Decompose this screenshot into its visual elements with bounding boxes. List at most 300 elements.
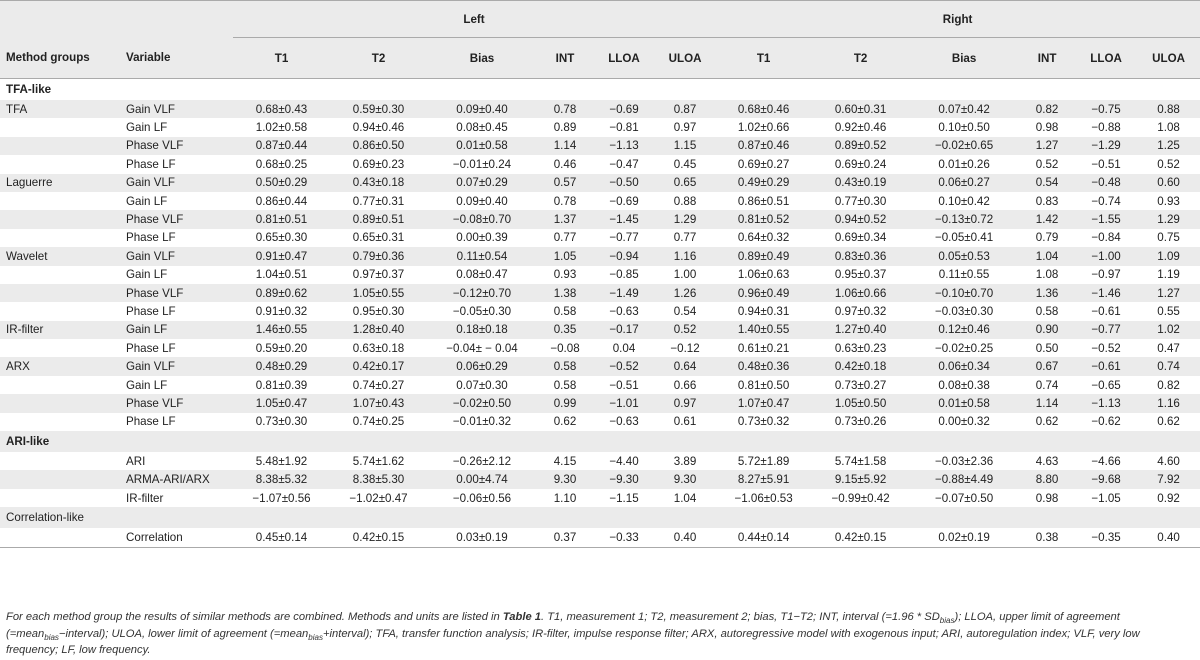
left-value-cell: 0.97±0.37 xyxy=(352,268,405,282)
table-row xyxy=(0,229,1200,247)
method-name xyxy=(0,376,118,394)
right-value-cell: 0.01±0.58 xyxy=(909,394,1019,412)
method-name xyxy=(0,266,118,284)
variable-name: Gain VLF xyxy=(118,174,233,192)
variable-name: Correlation xyxy=(118,528,233,547)
left-value-cell: −0.81 xyxy=(609,121,639,135)
right-value-cell: −1.06±0.53 xyxy=(734,491,793,505)
left-value-cell: −0.06±0.56 xyxy=(452,491,512,505)
right-value-cell: −0.51 xyxy=(1091,157,1121,171)
variable-name: Gain VLF xyxy=(118,100,233,118)
right-value-cell: 1.09 xyxy=(1137,247,1200,265)
table-row xyxy=(0,339,1200,357)
left-value-cell: 0.37 xyxy=(537,528,593,547)
left-value-cell: 0.79±0.36 xyxy=(330,247,427,265)
table-row xyxy=(0,413,1200,431)
left-value-cell: 0.99 xyxy=(537,394,593,412)
left-value-cell: 1.00 xyxy=(673,268,697,282)
left-value-cell: −1.02±0.47 xyxy=(349,491,408,505)
left-value-cell: 0.66 xyxy=(673,378,697,392)
right-value-cell: 0.81±0.50 xyxy=(737,378,790,392)
left-value-cell: −0.85 xyxy=(609,268,639,282)
method-name xyxy=(0,192,118,210)
right-value-cell: 0.68±0.46 xyxy=(715,100,812,118)
right-value-cell: 0.79 xyxy=(1035,231,1059,245)
right-value-cell: 0.06±0.27 xyxy=(909,174,1019,192)
left-value-cell: 5.48±1.92 xyxy=(255,454,308,468)
variable-name: Gain LF xyxy=(126,268,168,282)
left-value-cell: 0.09±0.40 xyxy=(427,100,537,118)
left-value-cell: 1.14 xyxy=(537,137,593,155)
right-value-cell: 1.40±0.55 xyxy=(715,321,812,339)
right-value-cell: 0.48±0.36 xyxy=(715,357,812,375)
right-value-cell: 0.69±0.24 xyxy=(834,157,887,171)
variable-name: Gain LF xyxy=(118,321,233,339)
left-value-cell: −1.15 xyxy=(609,491,639,505)
right-value-cell: 0.73±0.32 xyxy=(737,415,790,429)
left-value-cell: −0.51 xyxy=(609,378,639,392)
left-value-cell: 1.28±0.40 xyxy=(330,321,427,339)
right-value-cell: −0.99±0.42 xyxy=(831,491,890,505)
left-value-cell: −0.63 xyxy=(609,415,639,429)
right-value-cell: 0.11±0.55 xyxy=(938,268,990,282)
table-row xyxy=(0,489,1200,507)
right-value-cell: 0.07±0.42 xyxy=(909,100,1019,118)
left-value-cell: 0.77±0.31 xyxy=(352,194,405,208)
right-value-cell: 7.92 xyxy=(1137,470,1200,488)
right-value-cell: 0.75 xyxy=(1157,231,1180,245)
left-value-cell: 1.37 xyxy=(537,210,593,228)
right-value-cell: 0.60 xyxy=(1137,174,1200,192)
right-value-cell: 1.27 xyxy=(1137,284,1200,302)
left-value-cell: −1.07±0.56 xyxy=(252,491,311,505)
method-name: IR-filter xyxy=(0,321,118,339)
right-value-cell: 4.63 xyxy=(1035,454,1059,468)
right-t1-header: T1 xyxy=(715,38,812,79)
left-int-header: INT xyxy=(537,38,593,79)
left-value-cell: 0.09±0.40 xyxy=(456,194,508,208)
left-value-cell: 0.77 xyxy=(553,231,577,245)
right-value-cell: 0.98 xyxy=(1035,491,1059,505)
right-value-cell: −1.55 xyxy=(1075,210,1137,228)
left-uloa-header: ULOA xyxy=(655,38,715,79)
left-value-cell: 0.73±0.30 xyxy=(255,415,308,429)
right-value-cell: −1.00 xyxy=(1075,247,1137,265)
table-footnote: For each method group the results of similar methods are combined. Methods and units are listed in Table 1. T1, measurement 1; T2, measurement 2; bias, T1−T2; INT, interval $(=1.96 * SD_{bias})$; LLOA, upper limit of agreement (=mean$_{bias}$−interval); ULOA, lower limit of agreement (=mean$_{bias}$+interval); TFA, transfer function analysis; IR-filter, impulse response filter; ARX, autoregressive model with exogenous input; ARI, autoregulation index; VLF, very low frequency; LF, low frequency. xyxy=(6,611,1140,656)
left-value-cell: −0.12 xyxy=(670,341,700,355)
left-value-cell: 0.91±0.47 xyxy=(233,247,330,265)
left-value-cell: −1.49 xyxy=(593,284,655,302)
side-right-header: Right xyxy=(715,1,1200,38)
right-value-cell: 0.92±0.46 xyxy=(834,121,887,135)
left-value-cell: 0.68±0.25 xyxy=(255,157,308,171)
right-value-cell: 0.92 xyxy=(1157,491,1180,505)
table-row xyxy=(0,302,1200,320)
left-value-cell: 0.42±0.15 xyxy=(330,528,427,547)
left-value-cell: −0.02±0.50 xyxy=(427,394,537,412)
section-title: TFA-like xyxy=(6,83,52,96)
method-name xyxy=(0,284,118,302)
section-header-row xyxy=(0,507,1200,528)
right-value-cell: 0.64±0.32 xyxy=(737,231,790,245)
left-value-cell: −9.30 xyxy=(593,470,655,488)
right-value-cell: 1.06±0.63 xyxy=(737,268,790,282)
right-value-cell: −9.68 xyxy=(1075,470,1137,488)
right-value-cell: 9.15±5.92 xyxy=(812,470,909,488)
right-value-cell: −0.03±2.36 xyxy=(934,454,994,468)
method-name xyxy=(0,118,118,136)
left-value-cell: 0.87 xyxy=(655,100,715,118)
left-value-cell: 0.91±0.32 xyxy=(255,304,308,318)
left-value-cell: 1.04 xyxy=(673,491,697,505)
variable-name: Phase VLF xyxy=(118,210,233,228)
table-row xyxy=(0,210,1200,228)
left-value-cell: −0.04± − 0.04 xyxy=(446,341,518,355)
left-value-cell: 8.38±5.32 xyxy=(233,470,330,488)
left-value-cell: 3.89 xyxy=(673,454,697,468)
left-value-cell: 0.97 xyxy=(673,121,697,135)
left-value-cell: 0.01±0.58 xyxy=(427,137,537,155)
method-name xyxy=(0,155,118,173)
right-int-header: INT xyxy=(1019,38,1075,79)
left-value-cell: 0.59±0.30 xyxy=(330,100,427,118)
variable-name: Phase VLF xyxy=(118,137,233,155)
right-value-cell: 0.10±0.50 xyxy=(938,121,990,135)
right-value-cell: 0.74 xyxy=(1137,357,1200,375)
left-value-cell: 9.30 xyxy=(537,470,593,488)
right-value-cell: −0.61 xyxy=(1075,357,1137,375)
table-row xyxy=(0,247,1200,265)
right-value-cell: −0.65 xyxy=(1091,378,1121,392)
left-value-cell: −0.08 xyxy=(550,341,580,355)
table-row xyxy=(0,394,1200,412)
right-value-cell: 0.89±0.52 xyxy=(812,137,909,155)
right-value-cell: 0.61±0.21 xyxy=(737,341,790,355)
right-value-cell: 0.67 xyxy=(1019,357,1075,375)
left-value-cell: 1.46±0.55 xyxy=(233,321,330,339)
right-value-cell: −0.02±0.25 xyxy=(934,341,994,355)
table-row xyxy=(0,100,1200,118)
right-value-cell: 0.42±0.15 xyxy=(812,528,909,547)
left-value-cell: 0.65±0.30 xyxy=(255,231,308,245)
method-name xyxy=(0,210,118,228)
left-value-cell: 0.87±0.44 xyxy=(233,137,330,155)
column-header-row xyxy=(0,38,1200,79)
right-value-cell: −0.13±0.72 xyxy=(909,210,1019,228)
left-value-cell: −1.01 xyxy=(593,394,655,412)
left-value-cell: 0.03±0.19 xyxy=(427,528,537,547)
left-value-cell: 0.93 xyxy=(553,268,577,282)
left-value-cell: −0.26±2.12 xyxy=(452,454,512,468)
left-value-cell: 5.74±1.62 xyxy=(352,454,405,468)
left-value-cell: 1.15 xyxy=(655,137,715,155)
variable-name: ARMA-ARI/ARX xyxy=(118,470,233,488)
right-value-cell: 0.02±0.19 xyxy=(909,528,1019,547)
method-name xyxy=(0,229,118,247)
method-name xyxy=(0,302,118,320)
method-name: ARX xyxy=(0,357,118,375)
left-value-cell: 1.05±0.47 xyxy=(233,394,330,412)
right-value-cell: 1.08 xyxy=(1157,121,1180,135)
right-uloa-header: ULOA xyxy=(1137,38,1200,79)
left-value-cell: 1.04±0.51 xyxy=(255,268,308,282)
right-value-cell: 0.06±0.34 xyxy=(909,357,1019,375)
right-value-cell: 0.43±0.19 xyxy=(812,174,909,192)
left-value-cell: 0.07±0.30 xyxy=(456,378,508,392)
left-value-cell: 0.42±0.17 xyxy=(330,357,427,375)
method-name xyxy=(0,137,118,155)
left-value-cell: 1.05 xyxy=(537,247,593,265)
left-value-cell: 0.59±0.20 xyxy=(255,341,308,355)
left-value-cell: 1.38 xyxy=(537,284,593,302)
right-value-cell: 1.02±0.66 xyxy=(737,121,790,135)
method-name: Wavelet xyxy=(0,247,118,265)
left-value-cell: 0.57 xyxy=(537,174,593,192)
left-value-cell: −4.40 xyxy=(609,454,639,468)
right-value-cell: 1.36 xyxy=(1019,284,1075,302)
left-value-cell: 0.69±0.23 xyxy=(352,157,405,171)
left-t1-header: T1 xyxy=(233,38,330,79)
left-value-cell: 1.29 xyxy=(655,210,715,228)
variable-name: Gain LF xyxy=(126,121,168,135)
left-lloa-header: LLOA xyxy=(593,38,655,79)
left-value-cell: 0.18±0.18 xyxy=(427,321,537,339)
side-header-row xyxy=(0,1,1200,38)
right-value-cell: 0.81±0.52 xyxy=(715,210,812,228)
method-groups-header: Method groups xyxy=(0,38,118,79)
left-value-cell: 0.88 xyxy=(673,194,697,208)
right-value-cell: 0.86±0.51 xyxy=(737,194,790,208)
method-name xyxy=(0,489,118,507)
right-value-cell: 1.29 xyxy=(1137,210,1200,228)
right-value-cell: 1.25 xyxy=(1137,137,1200,155)
right-t2-header: T2 xyxy=(812,38,909,79)
right-value-cell: −0.61 xyxy=(1091,304,1121,318)
table-row xyxy=(0,137,1200,155)
right-value-cell: 5.74±1.58 xyxy=(834,454,887,468)
left-value-cell: −0.50 xyxy=(593,174,655,192)
method-name: TFA xyxy=(0,100,118,118)
left-value-cell: 0.86±0.50 xyxy=(330,137,427,155)
right-value-cell: −0.52 xyxy=(1091,341,1121,355)
left-value-cell: 0.06±0.29 xyxy=(427,357,537,375)
right-value-cell: 1.42 xyxy=(1019,210,1075,228)
left-value-cell: 0.35 xyxy=(537,321,593,339)
left-value-cell: 8.38±5.30 xyxy=(330,470,427,488)
variable-name: Phase VLF xyxy=(118,284,233,302)
left-value-cell: 0.58 xyxy=(537,357,593,375)
left-value-cell: 0.74±0.25 xyxy=(352,415,405,429)
right-value-cell: −0.48 xyxy=(1075,174,1137,192)
left-value-cell: −0.01±0.24 xyxy=(452,157,512,171)
left-value-cell: 0.50±0.29 xyxy=(233,174,330,192)
variable-name: Phase LF xyxy=(126,341,176,355)
left-t2-header: T2 xyxy=(330,38,427,79)
left-value-cell: 0.52 xyxy=(655,321,715,339)
left-value-cell: 0.00±4.74 xyxy=(427,470,537,488)
right-value-cell: 1.04 xyxy=(1019,247,1075,265)
right-value-cell: −0.88±4.49 xyxy=(909,470,1019,488)
left-value-cell: 0.89±0.51 xyxy=(330,210,427,228)
variable-name: Gain VLF xyxy=(118,357,233,375)
left-value-cell: 0.81±0.39 xyxy=(255,378,308,392)
right-value-cell: 0.95±0.37 xyxy=(834,268,887,282)
left-value-cell: −0.01±0.32 xyxy=(452,415,512,429)
right-value-cell: 0.73±0.27 xyxy=(834,378,887,392)
right-value-cell: 1.08 xyxy=(1035,268,1059,282)
left-value-cell: 0.00±0.39 xyxy=(456,231,508,245)
right-value-cell: 0.55 xyxy=(1157,304,1180,318)
section-header-row xyxy=(0,431,1200,452)
variable-name: Phase LF xyxy=(126,304,176,318)
right-value-cell: 0.42±0.18 xyxy=(812,357,909,375)
method-name xyxy=(0,413,118,431)
section-title: ARI-like xyxy=(0,431,1200,452)
right-value-cell: −0.03±0.30 xyxy=(934,304,994,318)
right-bias-header: Bias xyxy=(909,38,1019,79)
right-value-cell: 0.49±0.29 xyxy=(715,174,812,192)
right-value-cell: 0.73±0.26 xyxy=(834,415,887,429)
left-value-cell: −0.12±0.70 xyxy=(427,284,537,302)
right-value-cell: 0.90 xyxy=(1019,321,1075,339)
right-value-cell: −4.66 xyxy=(1091,454,1121,468)
right-value-cell: 0.87±0.46 xyxy=(715,137,812,155)
left-value-cell: −0.77 xyxy=(609,231,639,245)
right-value-cell: 0.10±0.42 xyxy=(938,194,990,208)
left-value-cell: 1.10 xyxy=(553,491,577,505)
right-value-cell: −1.13 xyxy=(1075,394,1137,412)
right-value-cell: −0.07±0.50 xyxy=(934,491,994,505)
right-value-cell: 0.01±0.26 xyxy=(938,157,990,171)
right-value-cell: 0.93 xyxy=(1157,194,1180,208)
left-value-cell: −0.47 xyxy=(609,157,639,171)
left-value-cell: 0.45 xyxy=(673,157,697,171)
right-value-cell: −1.05 xyxy=(1091,491,1121,505)
left-value-cell: 0.65 xyxy=(655,174,715,192)
section-title: Correlation-like xyxy=(0,507,1200,528)
table-reference-link[interactable]: Table 1 xyxy=(502,611,541,623)
table-row xyxy=(0,118,1200,136)
left-value-cell: −1.13 xyxy=(593,137,655,155)
left-value-cell: 0.74±0.27 xyxy=(352,378,405,392)
right-value-cell: 8.27±5.91 xyxy=(715,470,812,488)
left-value-cell: 0.08±0.47 xyxy=(456,268,508,282)
right-value-cell: 1.06±0.66 xyxy=(812,284,909,302)
right-value-cell: 0.97±0.32 xyxy=(834,304,887,318)
right-value-cell: 0.08±0.38 xyxy=(938,378,990,392)
left-value-cell: 9.30 xyxy=(655,470,715,488)
right-value-cell: 0.83 xyxy=(1035,194,1059,208)
right-value-cell: 0.12±0.46 xyxy=(909,321,1019,339)
left-value-cell: 0.97 xyxy=(655,394,715,412)
left-value-cell: 0.94±0.46 xyxy=(352,121,405,135)
left-value-cell: 1.02±0.58 xyxy=(255,121,308,135)
left-value-cell: 0.89±0.62 xyxy=(233,284,330,302)
table-row xyxy=(0,528,1200,547)
right-value-cell: 0.58 xyxy=(1035,304,1059,318)
left-value-cell: 0.46 xyxy=(553,157,577,171)
table-row xyxy=(0,192,1200,210)
method-name xyxy=(0,528,118,547)
right-value-cell: 0.05±0.53 xyxy=(909,247,1019,265)
right-value-cell: 1.19 xyxy=(1157,268,1180,282)
left-value-cell: 1.07±0.43 xyxy=(330,394,427,412)
left-value-cell: 0.43±0.18 xyxy=(330,174,427,192)
right-value-cell: 1.27±0.40 xyxy=(812,321,909,339)
table-row xyxy=(0,357,1200,375)
left-value-cell: −0.63 xyxy=(609,304,639,318)
right-value-cell: 0.83±0.36 xyxy=(812,247,909,265)
left-value-cell: 0.78 xyxy=(553,194,577,208)
right-value-cell: −0.74 xyxy=(1091,194,1121,208)
right-value-cell: −0.77 xyxy=(1075,321,1137,339)
method-name xyxy=(0,339,118,357)
right-value-cell: 0.44±0.14 xyxy=(715,528,812,547)
left-value-cell: −0.05±0.30 xyxy=(452,304,512,318)
right-value-cell: 0.88 xyxy=(1137,100,1200,118)
left-value-cell: 0.08±0.45 xyxy=(456,121,508,135)
right-value-cell: 1.07±0.47 xyxy=(715,394,812,412)
right-value-cell: −0.84 xyxy=(1091,231,1121,245)
left-value-cell: 1.05±0.55 xyxy=(330,284,427,302)
variable-name: IR-filter xyxy=(126,491,164,505)
left-value-cell: 0.81±0.51 xyxy=(233,210,330,228)
variable-header: Variable xyxy=(118,38,233,79)
right-value-cell: 1.27 xyxy=(1019,137,1075,155)
left-value-cell: 0.65±0.31 xyxy=(352,231,405,245)
right-value-cell: 0.69±0.34 xyxy=(834,231,887,245)
right-value-cell: 5.72±1.89 xyxy=(737,454,790,468)
variable-name: Gain VLF xyxy=(118,247,233,265)
right-value-cell: −0.35 xyxy=(1075,528,1137,547)
left-value-cell: 0.62 xyxy=(553,415,577,429)
left-value-cell: 1.16 xyxy=(655,247,715,265)
right-value-cell: −0.75 xyxy=(1075,100,1137,118)
left-value-cell: 0.04 xyxy=(612,341,636,355)
left-value-cell: 0.54 xyxy=(673,304,697,318)
left-value-cell: −0.52 xyxy=(593,357,655,375)
right-value-cell: 0.38 xyxy=(1019,528,1075,547)
right-value-cell: 0.60±0.31 xyxy=(812,100,909,118)
table-row xyxy=(0,321,1200,339)
table-row xyxy=(0,155,1200,173)
right-value-cell: 0.82 xyxy=(1019,100,1075,118)
left-value-cell: 0.58 xyxy=(553,378,577,392)
left-value-cell: −1.45 xyxy=(593,210,655,228)
side-left-header: Left xyxy=(233,1,715,38)
left-value-cell: 0.11±0.54 xyxy=(427,247,537,265)
variable-name: Phase LF xyxy=(126,415,176,429)
left-value-cell: 0.77 xyxy=(673,231,697,245)
left-value-cell: 0.78 xyxy=(537,100,593,118)
variable-name: Phase LF xyxy=(126,157,176,171)
right-value-cell: 1.05±0.50 xyxy=(812,394,909,412)
right-value-cell: 0.54 xyxy=(1019,174,1075,192)
left-value-cell: 0.89 xyxy=(553,121,577,135)
table-row xyxy=(0,470,1200,488)
left-value-cell: 0.40 xyxy=(655,528,715,547)
right-value-cell: −1.46 xyxy=(1075,284,1137,302)
method-name xyxy=(0,452,118,470)
right-value-cell: 4.60 xyxy=(1157,454,1180,468)
table-row xyxy=(0,174,1200,192)
left-value-cell: 0.86±0.44 xyxy=(255,194,308,208)
right-value-cell: −0.10±0.70 xyxy=(909,284,1019,302)
right-value-cell: −1.29 xyxy=(1075,137,1137,155)
method-name xyxy=(0,470,118,488)
right-value-cell: 1.02 xyxy=(1137,321,1200,339)
left-value-cell: 0.58 xyxy=(553,304,577,318)
